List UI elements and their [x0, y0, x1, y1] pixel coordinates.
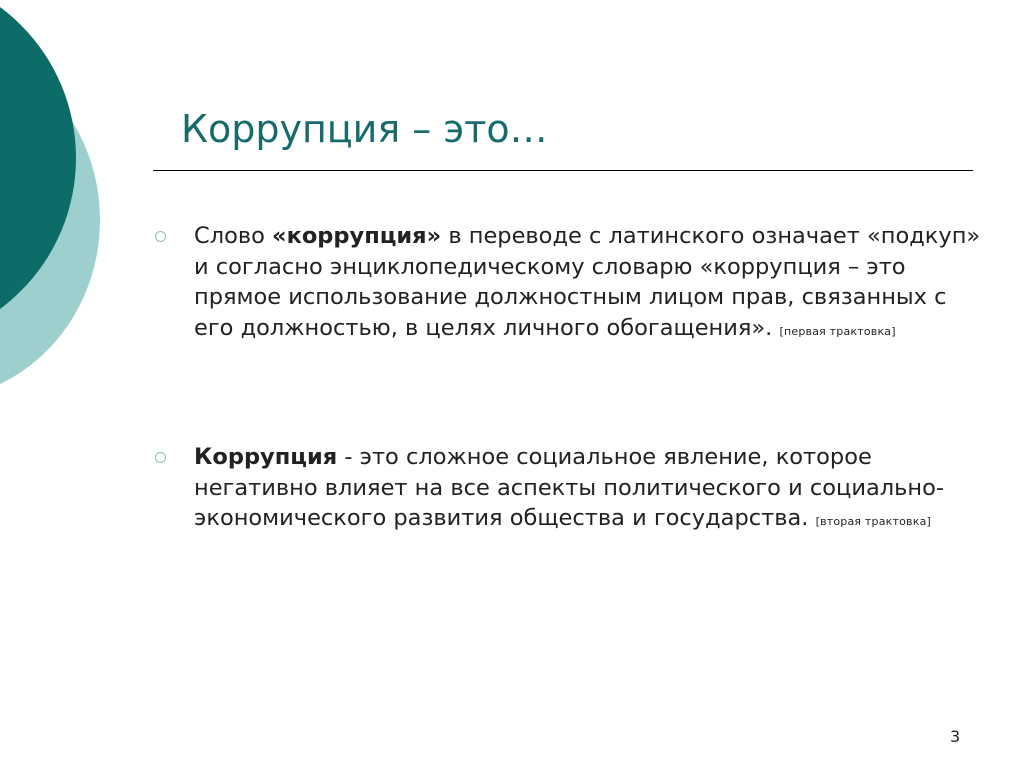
slide-number: 3	[950, 727, 961, 746]
bullet-note: [первая трактовка]	[779, 324, 896, 338]
bullet-text-before: Слово	[194, 223, 273, 249]
bullet-circle-icon	[155, 452, 166, 463]
bullet-item-definition-2	[194, 442, 984, 538]
bullet-item-definition-1	[194, 221, 984, 347]
bullet-term: «коррупция»	[272, 223, 442, 249]
bullet-note: [вторая трактовка]	[815, 515, 931, 528]
slide-title: Коррупция – это…	[181, 107, 548, 151]
title-divider	[153, 170, 973, 171]
bullet-text-after: - это сложное социальное явление, которое негативно влияет на все аспекты политического и социально-экономического развития общества и государства.	[194, 444, 944, 531]
bullet-text-after: в переводе с латинского означает «подкуп» и согласно энциклопедическому словарю «коррупция – это прямое использование должностным лицом прав, связанных с его должностью, в целях личного обогащения».	[194, 223, 981, 341]
bullet-circle-icon	[155, 231, 166, 242]
bullet-term: Коррупция	[194, 444, 338, 470]
